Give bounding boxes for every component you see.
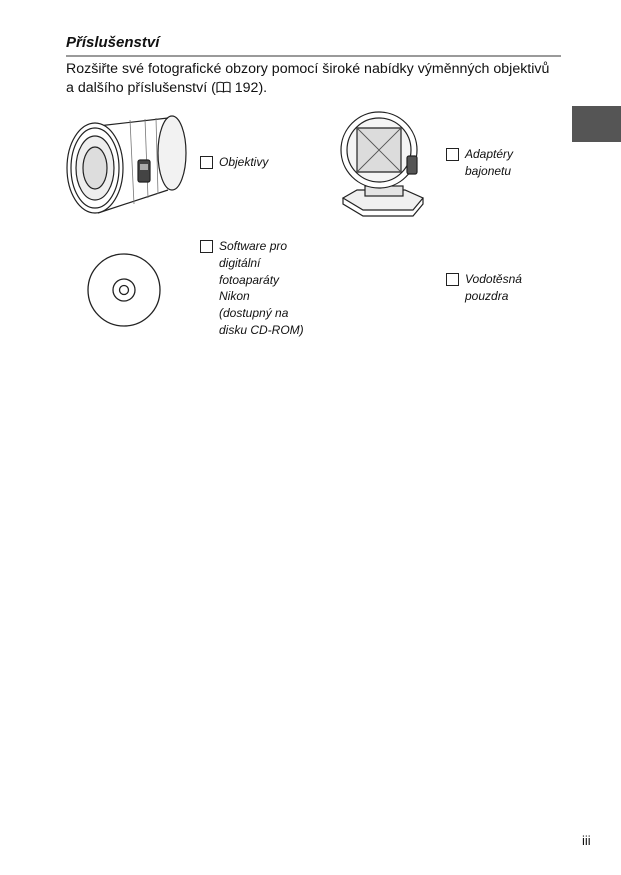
intro-end: ). <box>258 80 268 96</box>
checkbox-icon[interactable] <box>446 148 459 161</box>
accessory-label: Software pro digitální fotoaparáty Nikon (dostupný na disku CD-ROM) <box>219 239 304 337</box>
accessory-item-waterproof-cases <box>446 271 522 305</box>
accessory-label: Vodotěsná pouzdra <box>465 272 522 303</box>
accessory-item-software <box>200 238 304 339</box>
accessory-item-mount-adapters <box>446 146 513 180</box>
accessory-label: Objektivy <box>219 155 269 169</box>
checkbox-icon[interactable] <box>200 240 213 253</box>
accessory-label: Adaptéry bajonetu <box>465 147 514 178</box>
chapter-side-tab <box>572 106 621 142</box>
intro-page-ref: 192 <box>234 80 259 96</box>
page-number: iii <box>582 833 591 848</box>
accessory-item-lenses <box>200 154 268 171</box>
book-icon <box>216 81 231 93</box>
camera-lens-illustration <box>60 108 190 220</box>
intro-text: Rozšiřte své fotografické obzory pomocí široké nabídky výměnných objektivů a dalšího příslušenství ( <box>66 61 550 96</box>
checkbox-icon[interactable] <box>200 156 213 169</box>
cd-rom-illustration <box>86 252 162 328</box>
intro-paragraph <box>66 60 556 98</box>
checkbox-icon[interactable] <box>446 273 459 286</box>
section-title: Příslušenství <box>66 34 160 51</box>
title-rule <box>66 55 561 57</box>
mount-adapter-illustration <box>335 106 430 224</box>
